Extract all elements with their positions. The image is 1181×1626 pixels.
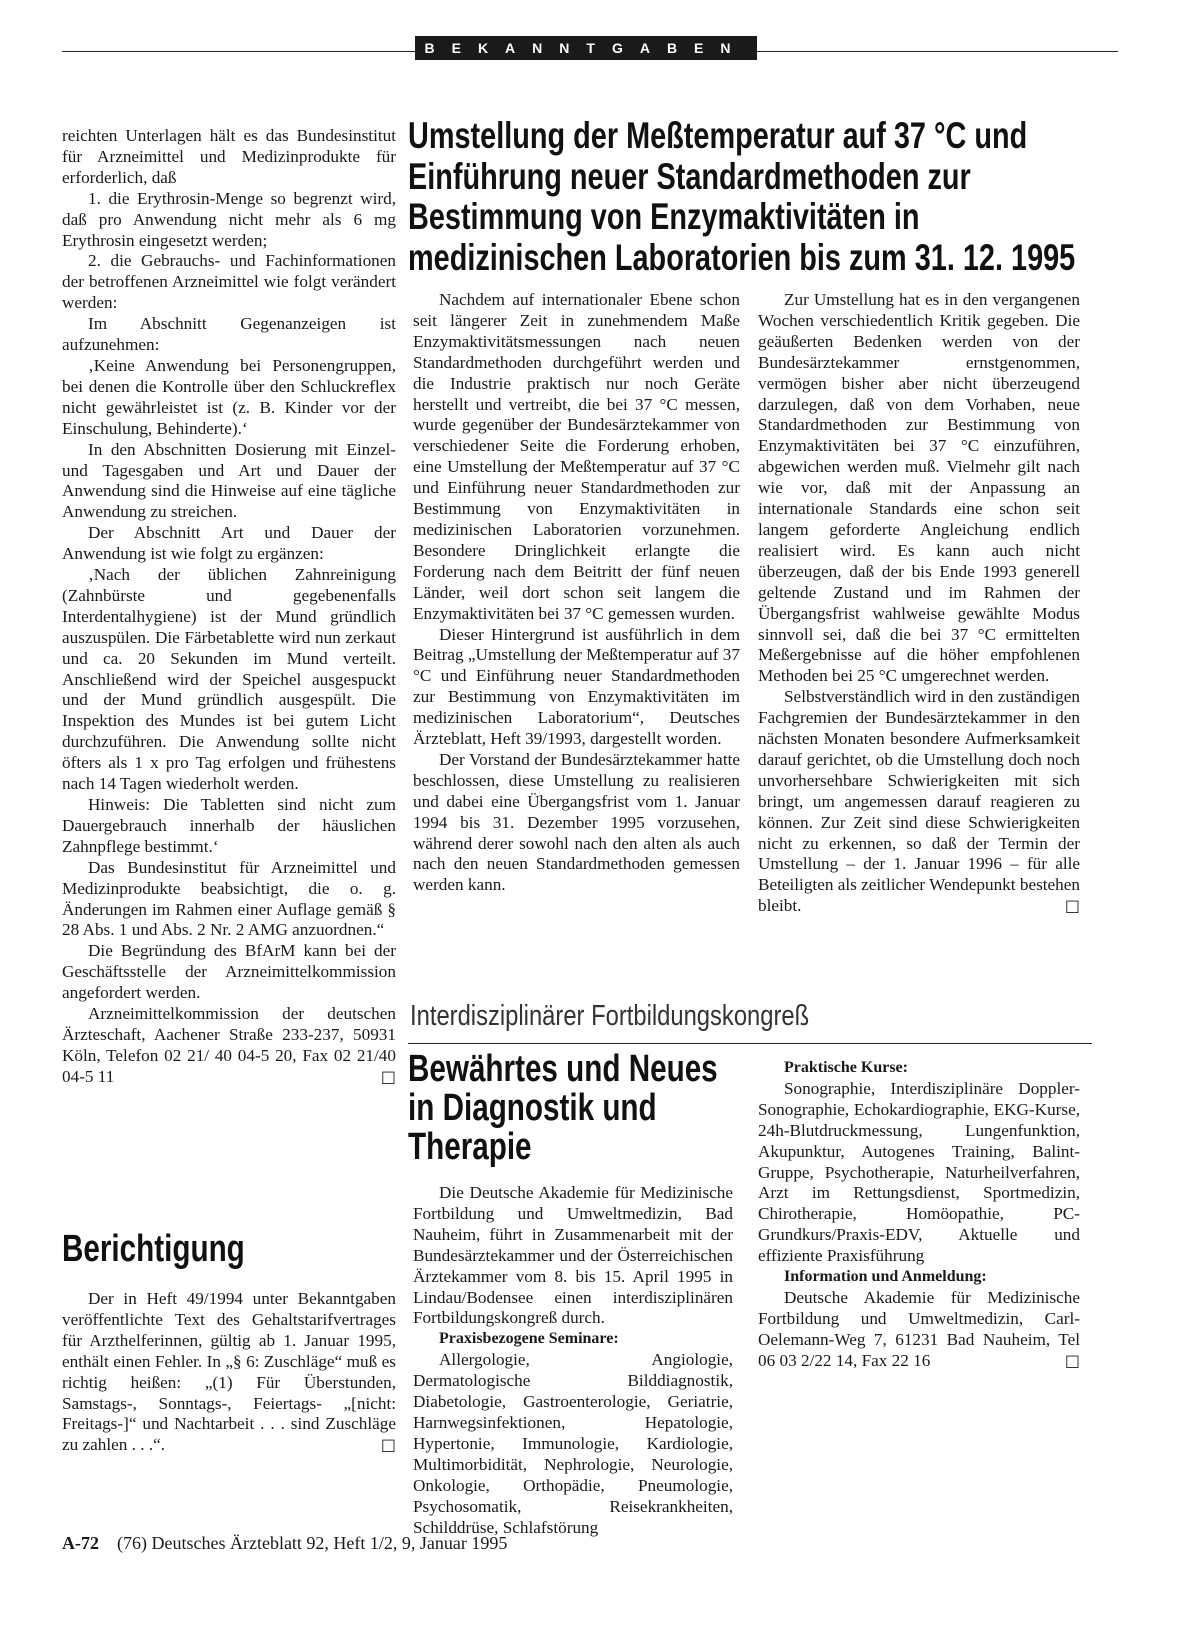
paragraph: ‚Nach der üblichen Zahnreinigung (Zahnbürste und gegebenenfalls Interdentalhygiene) ist der Mund gründlich auszuspülen. Die Färbetablette wird nun zerkaut und ca. 20 Sekunden im Mund verteilt. Anschließend wird der Speichel ausgespuckt und der Mund gründlich ausgespült. Die Inspektion des Mundes ist bei gutem Licht durchzuführen. Die Anwendung sollte nicht öfters als 1 x pro Tag erfolgen und frühestens nach 14 Tagen wiederholt werden. [62, 565, 396, 794]
paragraph: Das Bundesinstitut für Arzneimittel und Medizinprodukte beabsichtigt, die o. g. Änderungen im Rahmen einer Auflage gemäß § 28 Abs. 1 und Abs. 2 Nr. 2 AMG anzuordnen.“ [62, 857, 396, 940]
paragraph [758, 687, 1080, 917]
paragraph: Im Abschnitt Gegenanzeigen ist aufzunehmen: [62, 314, 396, 355]
section-label: BEKANNTGABEN [415, 36, 757, 60]
paragraph [758, 1288, 1080, 1372]
main-article-column-1 [413, 290, 740, 896]
kongress-column-2 [758, 1058, 1080, 1372]
paragraph: In den Abschnitten Dosierung mit Einzel- und Tagesgaben und Art und Dauer der Anwendung sind die Hinweise auf eine tägliche Anwendung zu streichen. [62, 439, 396, 522]
paragraph: 2. die Gebrauchs- und Fachinformationen der betroffenen Arzneimittel wie folgt verändert werden: [62, 251, 396, 313]
kurse-heading: Praktische Kurse: [784, 1059, 908, 1076]
paragraph: Der Abschnitt Art und Dauer der Anwendung ist wie folgt zu ergänzen: [62, 523, 396, 564]
left-column-continuation [62, 126, 396, 1088]
page-footer [62, 1532, 507, 1554]
paragraph [62, 1004, 396, 1088]
paragraph-text: Arzneimittelkommission der deutschen Ärzteschaft, Aachener Straße 233-237, 50931 Köln, Telefon 02 21/ 40 04-5 20, Fax 02 21/40 04-5 11 [62, 1004, 396, 1086]
main-article-headline: Umstellung der Meßtemperatur auf 37 °C und Einführung neuer Standardmethoden zur Bestimmung von Enzymaktivitäten in medizinischen Laboratorien bis zum 31. 12. 1995 [408, 115, 1076, 278]
kongress-headline: Bewährtes und Neues in Diagnostik und Therapie [408, 1048, 718, 1168]
paragraph: 1. die Erythrosin-Menge so begrenzt wird, daß pro Anwendung nicht mehr als 6 mg Erythrosin eingesetzt werden; [62, 188, 396, 250]
end-mark-icon: □ [380, 1066, 396, 1086]
berichtigung-headline: Berichtigung [62, 1228, 245, 1270]
kongress-column-1 [413, 1183, 733, 1538]
paragraph-text: Selbstverständlich wird in den zuständigen Fachgremien der Bundesärztekammer in den nächsten Monaten besondere Aufmerksamkeit darauf gerichtet, ob die Umstellung doch noch unvorhersehbare Schwierigkeiten mit sich bringt, um angemessen darauf reagieren zu können. Zur Zeit sind diese Schwierigkeiten nicht zu erkennen, so daß der Termin der Umstellung – der 1. Januar 1996 – für alle Beteiligten als zeitlicher Wendepunkt bestehen bleibt. [758, 687, 1080, 916]
paragraph: Die Begründung des BfArM kann bei der Geschäftsstelle der Arzneimittelkommission angefordert werden. [62, 941, 396, 1003]
end-mark-icon: □ [1064, 896, 1080, 916]
paragraph: Hinweis: Die Tabletten sind nicht zum Dauergebrauch innerhalb der häuslichen Zahnpflege bestimmt.‘ [62, 795, 396, 856]
paragraph: Dieser Hintergrund ist ausführlich in dem Beitrag „Umstellung der Meßtemperatur auf 37 °C und Einführung neuer Standardmethoden zur Bestimmung von Enzymaktivitäten im medizinischen Laboratorium“, Deutsches Ärzteblatt, Heft 39/1993, dargestellt worden. [413, 624, 740, 749]
paragraph: Allergologie, Angiologie, Dermatologische Bilddiagnostik, Diabetologie, Gastroenterologie, Geriatrie, Harnwegsinfektionen, Hepatologie, Hypertonie, Immunologie, Kardiologie, Multimorbidität, Nephrologie, Neurologie, Onkologie, Orthopädie, Pneumologie, Psychosomatik, Reisekrankheiten, Schilddrüse, Schlafstörung [413, 1350, 733, 1537]
paragraph: reichten Unterlagen hält es das Bundesinstitut für Arzneimittel und Medizinprodukte für erforderlich, daß [62, 126, 396, 187]
paragraph: Zur Umstellung hat es in den vergangenen Wochen verschiedentlich Kritik gegeben. Die geäußerten Bedenken werden von der Bundesärztekammer ernstgenommen, vermögen bisher aber nicht überzeugend darzulegen, daß von dem Vorhaben, neue Standardmethoden zur Bestimmung von Enzymaktivitäten bei 37 °C einzuführen, abgewichen werden muß. Vielmehr gilt nach wie vor, daß mit der Anpassung an internationale Standards eine schon seit langem geforderte Angleichung endlich realisiert wird. Es kann auch nicht überzeugen, daß der bis Ende 1993 generell geltende Zustand und im Rahmen der Übergangsfrist wahlweise gewählte Modus sinnvoll sei, daß die bei 37 °C ermittelten Meßergebnisse auf die höher empfohlenen Methoden bei 25 °C umgerechnet werden. [758, 290, 1080, 686]
paragraph-text: Der in Heft 49/1994 unter Bekanntgaben veröffentlichte Text des Gehaltstarifvertrages für Arzthelferinnen, gültig ab 1. Januar 1995, enthält einen Fehler. In „§ 6: Zuschläge“ muß es richtig heißen: „(1) Für Überstunden, Samstags-, Sonntags-, Feiertags- „[nicht: Freitags-]“ und Nachtarbeit . . . sind Zuschläge zu zahlen . . .“. [62, 1289, 396, 1455]
paragraph-text: Deutsche Akademie für Medizinische Fortbildung und Umweltmedizin, Carl-Oelemann-Weg 7, 61231 Bad Nauheim, Tel 06 03 2/22 14, Fax 22 16 [758, 1287, 1080, 1370]
kongress-overline: Interdisziplinärer Fortbildungskongreß [410, 1000, 810, 1032]
paragraph: ‚Keine Anwendung bei Personengruppen, bei denen die Kontrolle über den Schluckreflex nicht gewährleistet ist (z. B. Kinder vor der Einschulung, Behinderte).‘ [62, 355, 396, 438]
section-rule [408, 1043, 1092, 1044]
paragraph: Nachdem auf internationaler Ebene schon seit längerer Zeit in zunehmendem Maße Enzymaktivitätsmessungen nach neuen Standardmethoden durchgeführt werden und die Industrie praktisch nur noch Geräte herstellt und vertreibt, die bei 37 °C messen, wurde gegenüber der Bundesärztekammer von verschiedener Seite die Forderung erhoben, eine Umstellung der Meßtemperatur auf 37 °C und Einführung neuer Standardmethoden zur Bestimmung von Enzymaktivitäten in medizinischen Laboratorien vorzunehmen. Besondere Dringlichkeit erlangte die Forderung nach dem Beitritt der fünf neuen Länder, weil dort schon seit langem die Enzymaktivitäten bei 37 °C gemessen wurden. [413, 290, 740, 623]
paragraph: Sonographie, Interdisziplinäre Doppler-Sonographie, Echokardiographie, EKG-Kurse, 24h-Blutdruckmessung, Lungenfunktion, Akupunktur, Autogenes Training, Balint-Gruppe, Psychotherapie, Naturheilverfahren, Arzt im Rettungsdienst, Sportmedizin, Chirotherapie, Homöopathie, PC-Grundkurs/Praxis-EDV, Aktuelle und effiziente Praxisführung [758, 1078, 1080, 1266]
journal-citation: (76) Deutsches Ärzteblatt 92, Heft 1/2, 9, Januar 1995 [117, 1533, 508, 1553]
end-mark-icon: □ [1064, 1350, 1080, 1370]
page-number: A-72 [62, 1533, 99, 1553]
end-mark-icon: □ [380, 1435, 396, 1455]
info-heading: Information und Anmeldung: [784, 1268, 987, 1286]
paragraph [62, 1289, 396, 1456]
seminare-heading: Praxisbezogene Seminare: [439, 1330, 619, 1348]
main-article-column-2 [758, 290, 1080, 917]
berichtigung-column [62, 1289, 396, 1456]
paragraph: Die Deutsche Akademie für Medizinische Fortbildung und Umweltmedizin, Bad Nauheim, führt in Zusammenarbeit mit der Bundesärztekammer und der Österreichischen Ärztekammer vom 8. bis 15. April 1995 in Lindau/Bodensee einen interdisziplinären Fortbildungskongreß durch. [413, 1183, 733, 1328]
paragraph: Der Vorstand der Bundesärztekammer hatte beschlossen, diese Umstellung zu realisieren und dabei eine Übergangsfrist vom 1. Januar 1994 bis 31. Dezember 1995 vorzusehen, während derer sowohl nach den alten als auch nach den neuen Standardmethoden gemessen werden kann. [413, 749, 740, 895]
